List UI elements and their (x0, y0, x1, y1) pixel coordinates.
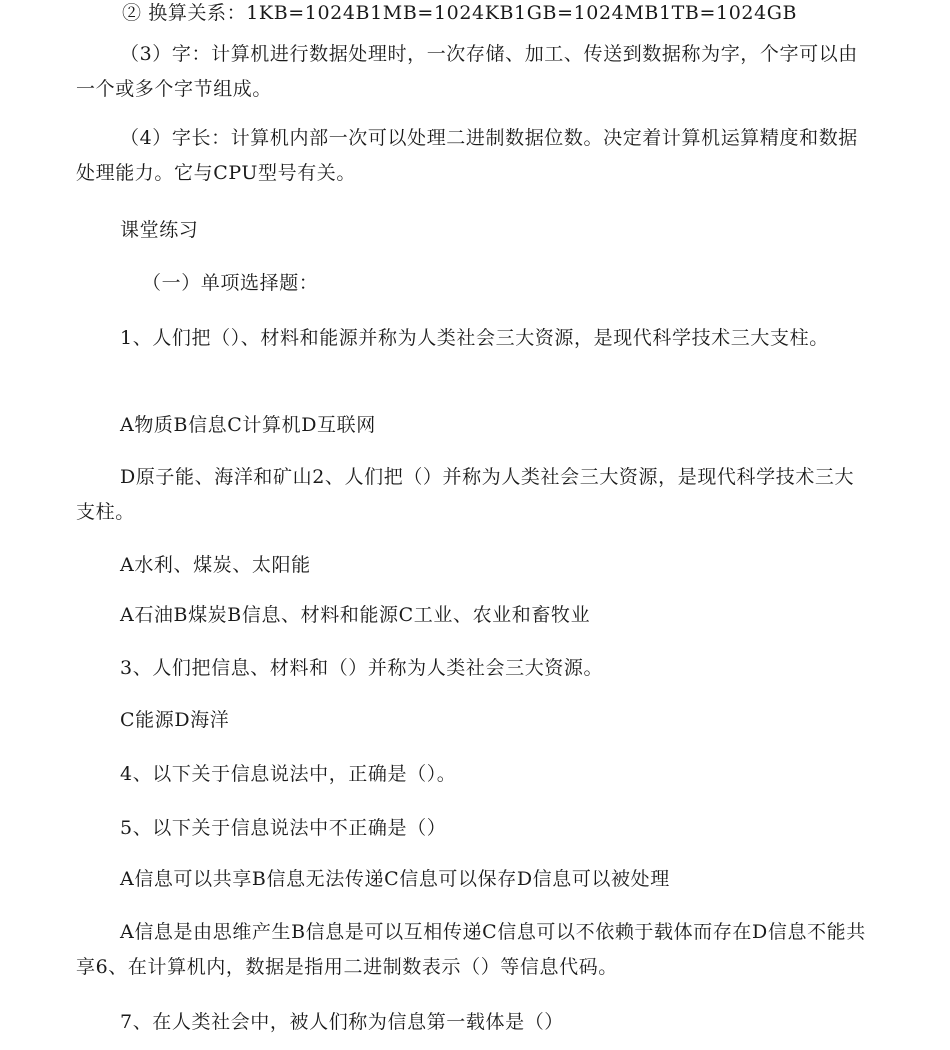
question-2-options: A石油B煤炭B信息、材料和能源C工业、农业和畜牧业 (120, 604, 591, 626)
word-length-paragraph: （4）字长：计算机内部一次可以处理二进制数据位数。决定着计算机运算精度和数据处理能力。它与CPU型号有关。 (76, 127, 858, 184)
question-1: 1、人们把（）、材料和能源并称为人类社会三大资源，是现代科学技术三大支柱。 (120, 327, 829, 349)
question-4: 4、以下关于信息说法中，正确是（）。 (120, 763, 457, 785)
question-3: 3、人们把信息、材料和（）并称为人类社会三大资源。 (120, 657, 604, 679)
word-definition-paragraph: （3）字：计算机进行数据处理时，一次存储、加工、传送到数据称为字，个字可以由一个或多个字节组成。 (76, 43, 858, 100)
subsection-heading-single-choice: （一）单项选择题： (142, 272, 319, 294)
question-6: A信息是由思维产生B信息是可以互相传递C信息可以不依赖于载体而存在D信息不能共享6、在计算机内，数据是指用二进制数表示（）等信息代码。 (76, 921, 866, 978)
question-3-options: C能源D海洋 (120, 709, 230, 731)
section-heading-classroom-practice: 课堂练习 (120, 219, 199, 241)
question-2: D原子能、海洋和矿山2、人们把（）并称为人类社会三大资源，是现代科学技术三大支柱。 (76, 466, 855, 523)
question-5-options-a: A信息可以共享B信息无法传递C信息可以保存D信息可以被处理 (120, 868, 670, 890)
conversion-relation-line: ② 换算关系：1KB=1024B1MB=1024KB1GB=1024MB1TB=1024GB (122, 2, 798, 24)
option-line-water: A水利、煤炭、太阳能 (120, 554, 311, 576)
question-5: 5、以下关于信息说法中不正确是（） (120, 817, 447, 839)
question-1-options: A物质B信息C计算机D互联网 (120, 414, 376, 436)
question-7: 7、在人类社会中，被人们称为信息第一载体是（） (120, 1011, 564, 1033)
